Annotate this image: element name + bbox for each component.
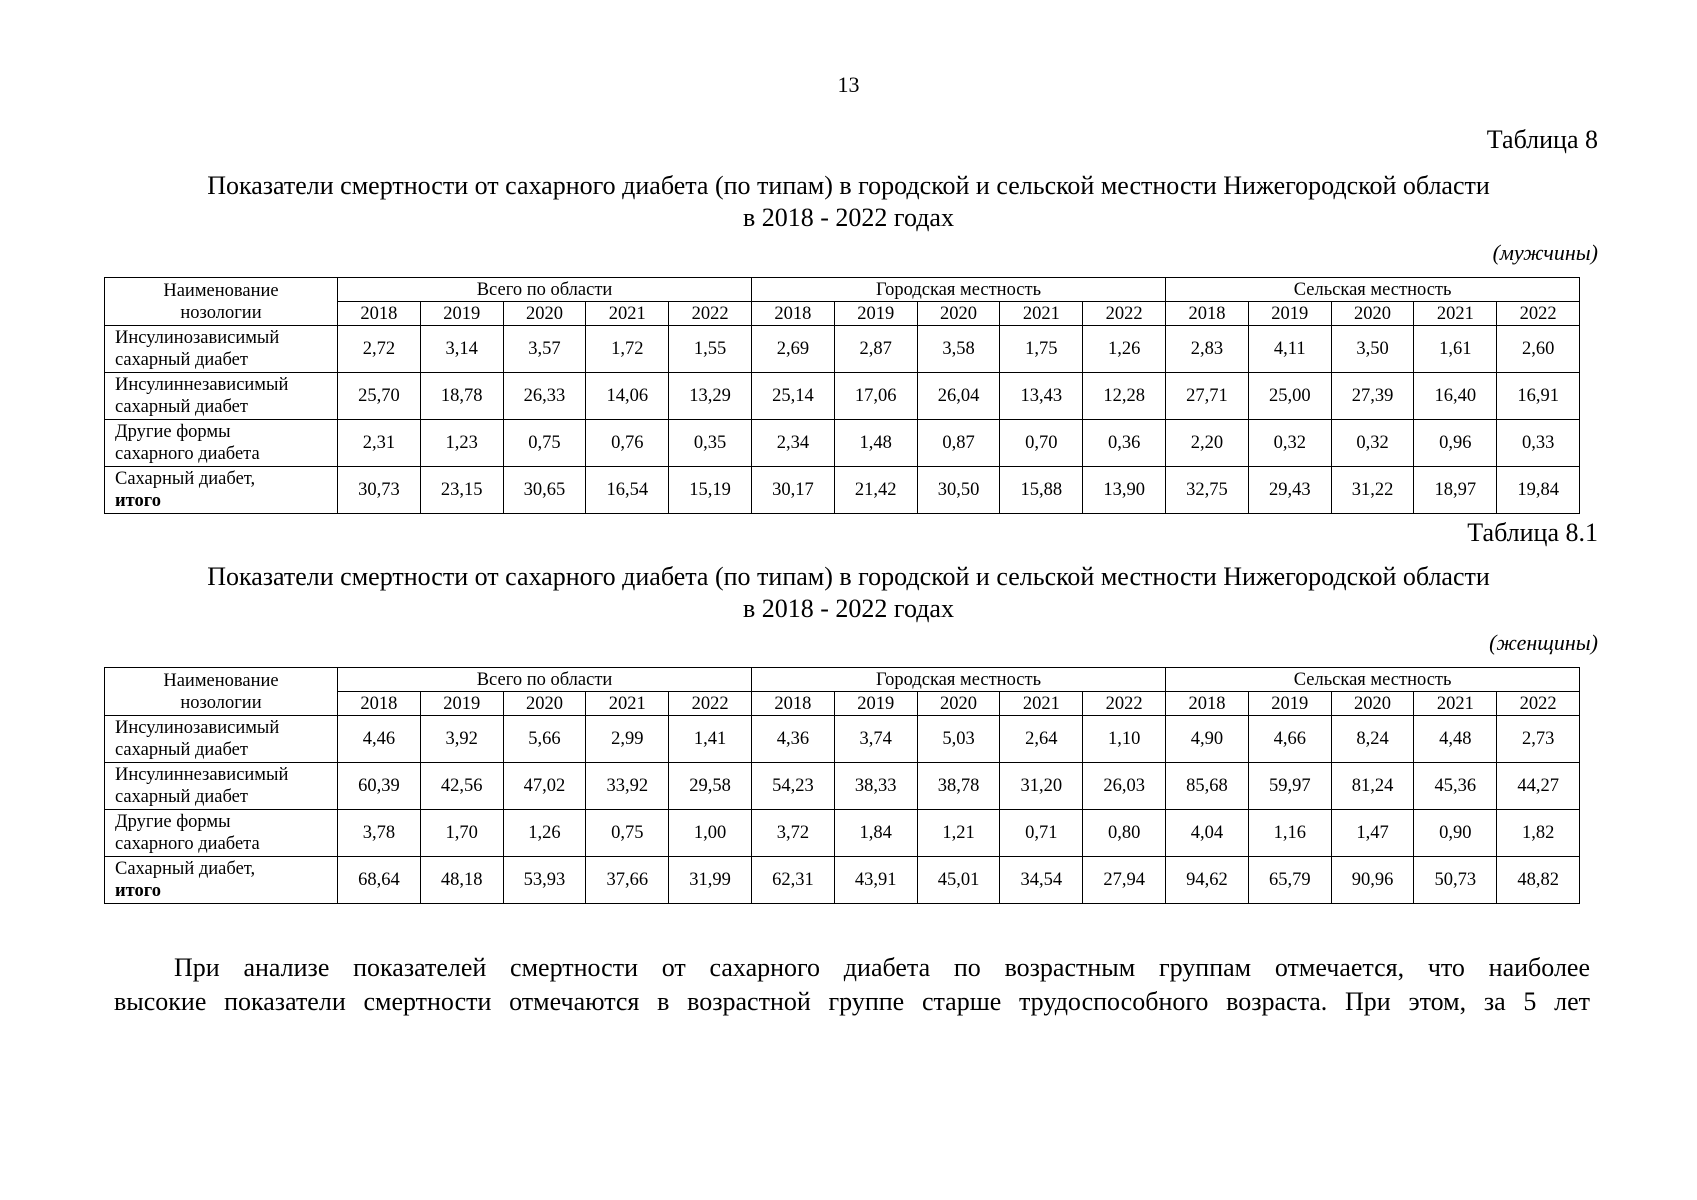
table-cell: 8,24 xyxy=(1331,716,1414,763)
row-name-line2: итого xyxy=(115,881,161,901)
page-number: 13 xyxy=(837,72,860,97)
table-cell: 1,26 xyxy=(1083,326,1166,373)
table-cell: 48,18 xyxy=(420,857,503,904)
year-header: 2019 xyxy=(834,302,917,326)
table-cell: 33,92 xyxy=(586,763,669,810)
table-cell: 1,70 xyxy=(420,810,503,857)
mortality-table-women xyxy=(104,667,1580,904)
group-header: Сельская местность xyxy=(1166,668,1580,692)
table-row xyxy=(105,763,1580,810)
table-cell: 1,21 xyxy=(917,810,1000,857)
year-header: 2022 xyxy=(1497,692,1580,716)
row-name xyxy=(105,326,338,373)
table-cell: 45,36 xyxy=(1414,763,1497,810)
table-label: Таблица 8.1 xyxy=(1467,518,1598,547)
table-cell: 0,75 xyxy=(586,810,669,857)
table-cell: 44,27 xyxy=(1497,763,1580,810)
row-name-line1: Инсулиннезависимый xyxy=(115,375,289,395)
table-cell: 0,32 xyxy=(1331,420,1414,467)
table-cell: 21,42 xyxy=(834,467,917,514)
table-cell: 60,39 xyxy=(338,763,421,810)
table-cell: 0,80 xyxy=(1083,810,1166,857)
table-cell: 1,82 xyxy=(1497,810,1580,857)
table-cell: 59,97 xyxy=(1248,763,1331,810)
year-header: 2021 xyxy=(586,692,669,716)
table-cell: 1,84 xyxy=(834,810,917,857)
table-cell: 3,58 xyxy=(917,326,1000,373)
table-cell: 0,32 xyxy=(1248,420,1331,467)
table-cell: 2,20 xyxy=(1166,420,1249,467)
table-cell: 2,83 xyxy=(1166,326,1249,373)
table-cell: 16,54 xyxy=(586,467,669,514)
year-header: 2018 xyxy=(1166,302,1249,326)
table-cell: 16,40 xyxy=(1414,373,1497,420)
table-cell: 14,06 xyxy=(586,373,669,420)
paragraph-line1: При анализе показателей смертности от сахарного диабета по возрастным группам отмечается, что наиболее xyxy=(174,953,1590,982)
group-header: Городская местность xyxy=(752,278,1166,302)
row-name-line2: сахарный диабет xyxy=(115,740,248,760)
row-name xyxy=(105,420,338,467)
table-cell: 1,55 xyxy=(669,326,752,373)
table-cell: 26,03 xyxy=(1083,763,1166,810)
table-cell: 30,73 xyxy=(338,467,421,514)
year-header: 2021 xyxy=(1414,692,1497,716)
table-cell: 26,04 xyxy=(917,373,1000,420)
year-header: 2021 xyxy=(1000,302,1083,326)
table-cell: 23,15 xyxy=(420,467,503,514)
table-cell: 0,71 xyxy=(1000,810,1083,857)
row-name xyxy=(105,810,338,857)
year-header: 2019 xyxy=(834,692,917,716)
table-cell: 3,78 xyxy=(338,810,421,857)
table-cell: 37,66 xyxy=(586,857,669,904)
table-cell: 30,50 xyxy=(917,467,1000,514)
table-header-row-groups xyxy=(105,278,1580,302)
year-header: 2021 xyxy=(1414,302,1497,326)
table-cell: 31,20 xyxy=(1000,763,1083,810)
table-cell: 34,54 xyxy=(1000,857,1083,904)
table-row xyxy=(105,810,1580,857)
name-header-line2: нозологии xyxy=(180,692,262,713)
year-header: 2019 xyxy=(420,302,503,326)
table-cell: 31,99 xyxy=(669,857,752,904)
year-header: 2019 xyxy=(420,692,503,716)
year-header: 2022 xyxy=(1083,302,1166,326)
name-header-line2: нозологии xyxy=(180,302,262,323)
table-cell: 47,02 xyxy=(503,763,586,810)
table-cell: 2,69 xyxy=(752,326,835,373)
year-header: 2022 xyxy=(669,692,752,716)
group-header: Всего по области xyxy=(338,278,752,302)
table-cell: 85,68 xyxy=(1166,763,1249,810)
row-name xyxy=(105,716,338,763)
row-name-line2: сахарный диабет xyxy=(115,350,248,370)
table-cell: 1,48 xyxy=(834,420,917,467)
table-cell: 50,73 xyxy=(1414,857,1497,904)
table-cell: 1,47 xyxy=(1331,810,1414,857)
table-cell: 0,76 xyxy=(586,420,669,467)
table-cell: 2,60 xyxy=(1497,326,1580,373)
table-cell: 25,70 xyxy=(338,373,421,420)
year-header: 2020 xyxy=(1331,692,1414,716)
table-label: Таблица 8 xyxy=(1486,125,1598,154)
table-cell: 4,04 xyxy=(1166,810,1249,857)
table-cell: 3,57 xyxy=(503,326,586,373)
table-cell: 0,36 xyxy=(1083,420,1166,467)
year-header: 2019 xyxy=(1248,692,1331,716)
year-header: 2020 xyxy=(1331,302,1414,326)
table-cell: 5,03 xyxy=(917,716,1000,763)
table-cell: 27,71 xyxy=(1166,373,1249,420)
table-cell: 13,43 xyxy=(1000,373,1083,420)
table-row xyxy=(105,373,1580,420)
table-cell: 4,90 xyxy=(1166,716,1249,763)
row-name-line2: сахарного диабета xyxy=(115,444,260,464)
table-cell: 2,87 xyxy=(834,326,917,373)
row-name-line2: итого xyxy=(115,491,161,511)
table-cell: 3,72 xyxy=(752,810,835,857)
table-cell: 13,29 xyxy=(669,373,752,420)
table-title-line2: в 2018 - 2022 годах xyxy=(743,594,954,623)
group-header: Сельская местность xyxy=(1166,278,1580,302)
row-name-line1: Инсулиннезависимый xyxy=(115,765,289,785)
table-header-row-groups xyxy=(105,668,1580,692)
row-name xyxy=(105,857,338,904)
table-cell: 0,87 xyxy=(917,420,1000,467)
paragraph-line2: высокие показатели смертности отмечаются в возрастной группе старше трудоспособного возраста. При этом, за 5 лет xyxy=(114,987,1590,1016)
table-cell: 29,43 xyxy=(1248,467,1331,514)
row-name xyxy=(105,763,338,810)
year-header: 2019 xyxy=(1248,302,1331,326)
row-name xyxy=(105,373,338,420)
table-cell: 38,78 xyxy=(917,763,1000,810)
table-cell: 18,97 xyxy=(1414,467,1497,514)
year-header: 2022 xyxy=(1497,302,1580,326)
year-header: 2020 xyxy=(503,302,586,326)
table-cell: 48,82 xyxy=(1497,857,1580,904)
row-name-line2: сахарного диабета xyxy=(115,834,260,854)
table-cell: 3,92 xyxy=(420,716,503,763)
table-title-line2: в 2018 - 2022 годах xyxy=(743,203,954,232)
table-cell: 2,72 xyxy=(338,326,421,373)
table-cell: 31,22 xyxy=(1331,467,1414,514)
year-header: 2020 xyxy=(917,692,1000,716)
name-header xyxy=(105,278,338,326)
body-paragraph xyxy=(114,951,1590,1019)
gender-note: (женщины) xyxy=(1489,630,1598,655)
table-cell: 32,75 xyxy=(1166,467,1249,514)
table-cell: 68,64 xyxy=(338,857,421,904)
table-row xyxy=(105,420,1580,467)
table-cell: 2,31 xyxy=(338,420,421,467)
table-cell: 1,16 xyxy=(1248,810,1331,857)
mortality-table-men xyxy=(104,277,1580,514)
year-header: 2018 xyxy=(752,692,835,716)
table-cell: 18,78 xyxy=(420,373,503,420)
table-cell: 30,17 xyxy=(752,467,835,514)
year-header: 2021 xyxy=(1000,692,1083,716)
table-cell: 25,14 xyxy=(752,373,835,420)
table-cell: 1,75 xyxy=(1000,326,1083,373)
table-row xyxy=(105,467,1580,514)
table-cell: 0,35 xyxy=(669,420,752,467)
row-name-line1: Сахарный диабет, xyxy=(115,859,256,879)
table-cell: 30,65 xyxy=(503,467,586,514)
table-row xyxy=(105,326,1580,373)
table-cell: 38,33 xyxy=(834,763,917,810)
group-header: Всего по области xyxy=(338,668,752,692)
table-cell: 0,75 xyxy=(503,420,586,467)
table-cell: 45,01 xyxy=(917,857,1000,904)
table-cell: 2,64 xyxy=(1000,716,1083,763)
table-cell: 4,48 xyxy=(1414,716,1497,763)
table-cell: 27,39 xyxy=(1331,373,1414,420)
year-header: 2021 xyxy=(586,302,669,326)
table-title-line1: Показатели смертности от сахарного диабета (по типам) в городской и сельской местности Нижегородской области xyxy=(207,171,1490,200)
name-header-line1: Наименование xyxy=(163,280,279,301)
table-cell: 25,00 xyxy=(1248,373,1331,420)
table-row xyxy=(105,857,1580,904)
table-cell: 3,50 xyxy=(1331,326,1414,373)
name-header-line1: Наименование xyxy=(163,670,279,691)
year-header: 2018 xyxy=(338,302,421,326)
table-cell: 0,90 xyxy=(1414,810,1497,857)
row-name-line1: Сахарный диабет, xyxy=(115,469,256,489)
table-cell: 29,58 xyxy=(669,763,752,810)
table-cell: 1,72 xyxy=(586,326,669,373)
table-cell: 1,23 xyxy=(420,420,503,467)
row-name-line2: сахарный диабет xyxy=(115,787,248,807)
gender-note: (мужчины) xyxy=(1492,240,1598,265)
year-header: 2018 xyxy=(338,692,421,716)
table-cell: 1,00 xyxy=(669,810,752,857)
year-header: 2018 xyxy=(1166,692,1249,716)
group-header: Городская местность xyxy=(752,668,1166,692)
table-cell: 1,10 xyxy=(1083,716,1166,763)
table-cell: 12,28 xyxy=(1083,373,1166,420)
table-cell: 53,93 xyxy=(503,857,586,904)
table-cell: 1,41 xyxy=(669,716,752,763)
table-cell: 3,14 xyxy=(420,326,503,373)
table-cell: 0,96 xyxy=(1414,420,1497,467)
year-header: 2018 xyxy=(752,302,835,326)
row-name-line1: Другие формы xyxy=(115,812,231,832)
row-name-line1: Инсулинозависимый xyxy=(115,718,280,738)
row-name-line1: Другие формы xyxy=(115,422,231,442)
table-cell: 54,23 xyxy=(752,763,835,810)
table-cell: 2,99 xyxy=(586,716,669,763)
table-cell: 27,94 xyxy=(1083,857,1166,904)
year-header: 2022 xyxy=(669,302,752,326)
table-cell: 90,96 xyxy=(1331,857,1414,904)
table-cell: 2,34 xyxy=(752,420,835,467)
table-cell: 19,84 xyxy=(1497,467,1580,514)
year-header: 2020 xyxy=(503,692,586,716)
table-cell: 5,66 xyxy=(503,716,586,763)
table-cell: 4,66 xyxy=(1248,716,1331,763)
table-cell: 4,46 xyxy=(338,716,421,763)
table-cell: 0,33 xyxy=(1497,420,1580,467)
row-name-line1: Инсулинозависимый xyxy=(115,328,280,348)
table-cell: 42,56 xyxy=(420,763,503,810)
table-cell: 4,11 xyxy=(1248,326,1331,373)
table-title xyxy=(0,561,1697,625)
table-cell: 15,88 xyxy=(1000,467,1083,514)
table-cell: 62,31 xyxy=(752,857,835,904)
year-header: 2020 xyxy=(917,302,1000,326)
table-cell: 81,24 xyxy=(1331,763,1414,810)
table-title xyxy=(0,170,1697,234)
table-cell: 65,79 xyxy=(1248,857,1331,904)
table-cell: 1,61 xyxy=(1414,326,1497,373)
table-title-line1: Показатели смертности от сахарного диабета (по типам) в городской и сельской местности Нижегородской области xyxy=(207,562,1490,591)
table-cell: 2,73 xyxy=(1497,716,1580,763)
year-header: 2022 xyxy=(1083,692,1166,716)
table-cell: 15,19 xyxy=(669,467,752,514)
table-cell: 3,74 xyxy=(834,716,917,763)
table-cell: 16,91 xyxy=(1497,373,1580,420)
table-row xyxy=(105,716,1580,763)
name-header xyxy=(105,668,338,716)
table-cell: 13,90 xyxy=(1083,467,1166,514)
table-cell: 43,91 xyxy=(834,857,917,904)
table-cell: 4,36 xyxy=(752,716,835,763)
table-cell: 1,26 xyxy=(503,810,586,857)
table-cell: 26,33 xyxy=(503,373,586,420)
table-cell: 17,06 xyxy=(834,373,917,420)
table-cell: 0,70 xyxy=(1000,420,1083,467)
table-cell: 94,62 xyxy=(1166,857,1249,904)
row-name-line2: сахарный диабет xyxy=(115,397,248,417)
row-name xyxy=(105,467,338,514)
